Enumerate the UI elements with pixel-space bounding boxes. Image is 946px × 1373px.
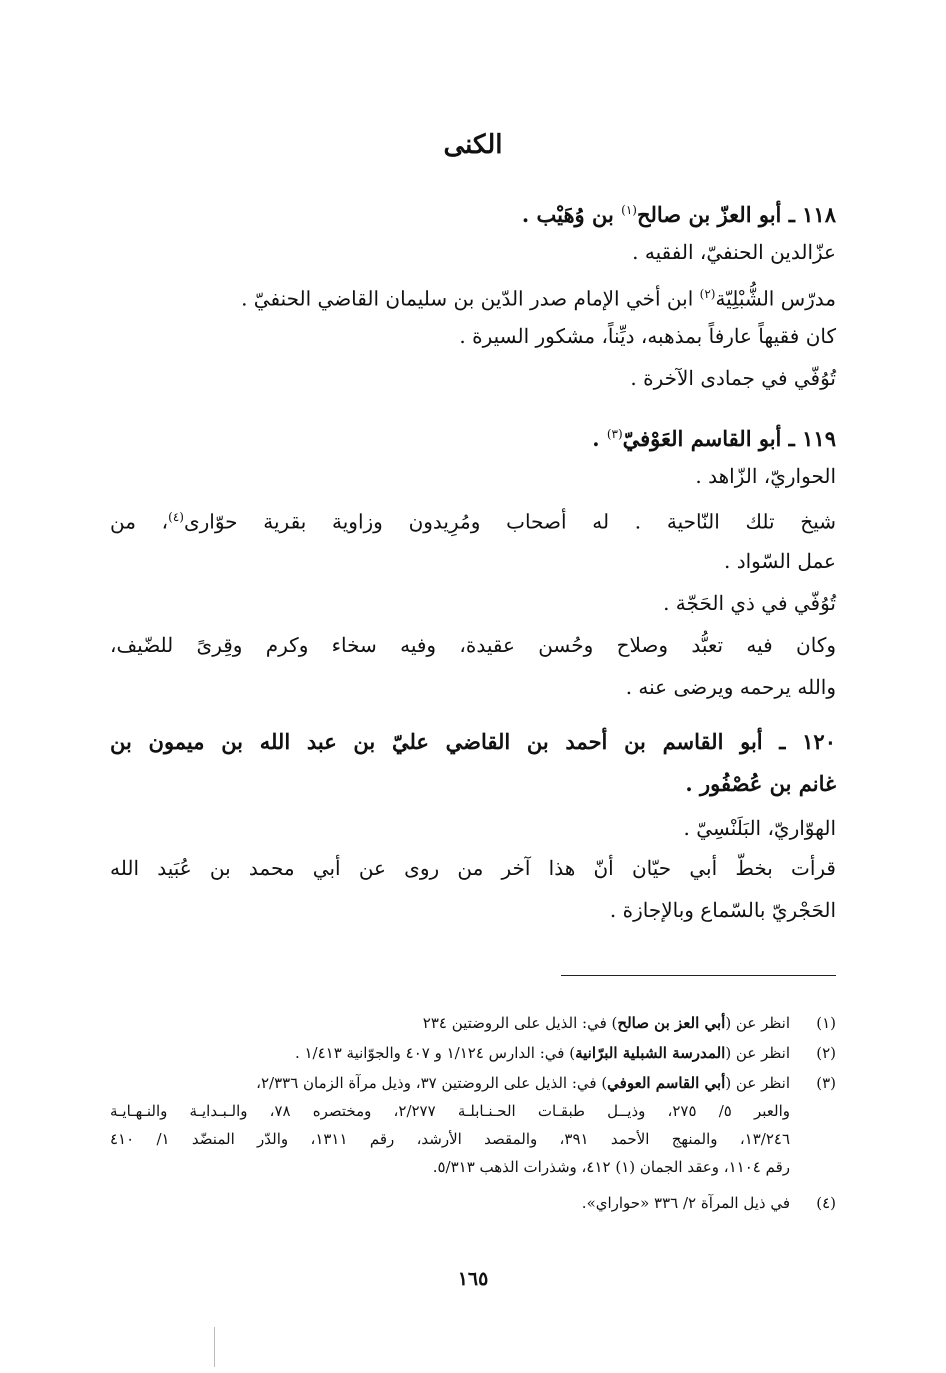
entry-119-line-1: الحواريّ، الزّاهد .: [695, 464, 836, 488]
footnote-ref-2[interactable]: (٢): [699, 287, 716, 301]
footnote-ref-3[interactable]: (٣): [606, 427, 623, 441]
footnote-separator: [561, 975, 836, 976]
entry-119-line-5: وكان فيه تعبُّد وصلاح وحُسن عقيدة، وفيه سخاء وكرم وقِرىً للضّيف،: [110, 633, 836, 657]
entry-120-line-3: الحَجْريّ بالسّماع وبالإجازة .: [609, 898, 836, 922]
entry-119-title: ١١٩ ـ أبو القاسم العَوْفيّ$^{(٣)}$ .: [592, 426, 836, 451]
entry-118-line-1: عزّالدين الحنفيّ، الفقيه .: [632, 240, 836, 264]
section-heading: الكنى: [443, 130, 503, 160]
entry-119-line-3: عمل السّواد .: [723, 549, 836, 573]
book-page: الكنى ١١٨ ـ أبو العزّ بن صالح$^{(١)}$ بن وُهَيْب . عزّالدين الحنفيّ، الفقيه . مدرّس الشُّبْلِيّة$^{(٢)}$ ابن أخي الإمام صدر الدّين بن سليمان القاضي الحنفيّ . كان فقيهاً عارفاً بمذهبه، ديِّناً، مشكور السيرة . تُوُفّي في جمادى الآخرة . ١١٩ ـ أبو القاسم العَوْفيّ$^{(٣)}$ . الحواريّ، الزّاهد . شيخ تلك النّاحية . له أصحاب ومُرِيدون وزاوية بقرية حوّارى$^{(٤)}$، من عمل السّواد . تُوُفّي في ذي الحَجّة . وكان فيه تعبُّد وصلاح وحُسن عقيدة، وفيه سخاء وكرم وقِرىً للضّيف، والله يرحمه ويرضى عنه . ١٢٠ ـ أبو القاسم بن أحمد بن القاضي عليّ بن عبد الله بن ميمون بن غانم بن عُصْفُور . الهوّاريّ، البَلَنْسِيّ . قرأت بخطّ أبي حيّان أنّ هذا آخر من روى عن أبي محمد بن عُبَيد الله الحَجْريّ بالسّماع وبالإجازة . (١) انظر عن (أبي العز بن صالح) في: الذيل على الروضتين ٢٣٤ (٢) انظر عن (المدرسة الشبلية البرّانية) في: الدارس ١/١٢٤ و ٤٠٧ والجوّانية ١/٤١٣ . (٣) انظر عن (أبي القاسم العوفي) في: الذيل على الروضتين ٣٧، وذيل مرآة الزمان ٢/٣٣٦، والعبر ٥/ ٢٧٥، وذيــل طبقـات الحـنـابلـة ٢/٢٧٧، ومختصره ٧٨، والـبـدايـة والنـهـايـة ١٣/٢٤٦، والمنهج الأحمد ٣٩١، والمقصد الأرشد، رقم ١٣١١، والدّر المنضّد ١/ ٤١٠ رقم ١١٠٤، وعقد الجمان (١) ٤١٢، وشذرات الذهب ٥/٣١٣. (٤) في ذيل المرآة ٢/ ٣٣٦ «حواراي». ١٦٥: [0, 0, 946, 1373]
entry-120-title-line-2: غانم بن عُصْفُور .: [685, 771, 836, 796]
entry-120-line-1: الهوّاريّ، البَلَنْسِيّ .: [683, 816, 836, 840]
page-number: ١٦٥: [457, 1268, 489, 1290]
footnote-3-number: (٣): [816, 1074, 836, 1092]
entry-120-line-2: قرأت بخطّ أبي حيّان أنّ هذا آخر من روى عن أبي محمد بن عُبَيد الله: [110, 856, 836, 880]
entry-118-line-2: مدرّس الشُّبْلِيّة$^{(٢)}$ ابن أخي الإمام صدر الدّين بن سليمان القاضي الحنفيّ .: [241, 286, 836, 311]
footnote-4-number: (٤): [816, 1194, 836, 1212]
entry-120-title-line-1: ١٢٠ ـ أبو القاسم بن أحمد بن القاضي عليّ بن عبد الله بن ميمون بن: [110, 729, 836, 754]
scan-mark: [214, 1327, 215, 1367]
footnote-2-number: (٢): [816, 1044, 836, 1062]
entry-118-title: ١١٨ ـ أبو العزّ بن صالح$^{(١)}$ بن وُهَيْب .: [521, 202, 836, 227]
footnote-ref-4[interactable]: (٤): [168, 510, 184, 524]
entry-118-line-4: تُوُفّي في جمادى الآخرة .: [630, 366, 836, 390]
entry-119-line-4: تُوُفّي في ذي الحَجّة .: [663, 591, 836, 615]
footnote-ref-1[interactable]: (١): [621, 203, 637, 217]
entry-119-line-2: شيخ تلك النّاحية . له أصحاب ومُرِيدون وزاوية بقرية حوّارى$^{(٤)}$، من: [110, 509, 837, 534]
footnote-1-number: (١): [816, 1014, 836, 1032]
entry-118-line-3: كان فقيهاً عارفاً بمذهبه، ديِّناً، مشكور السيرة .: [459, 324, 836, 348]
entry-119-line-6: والله يرحمه ويرضى عنه .: [625, 675, 836, 699]
